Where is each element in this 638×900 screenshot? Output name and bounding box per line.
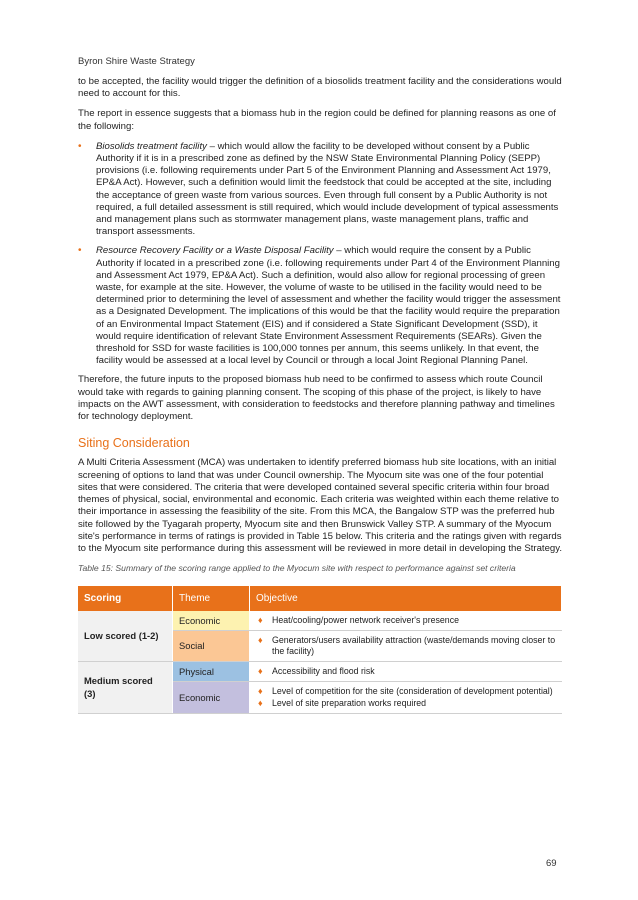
objective-item [256, 635, 556, 657]
page-number: 69 [546, 858, 557, 869]
page-content [78, 76, 562, 714]
bullet-term: Biosolids treatment facility [96, 140, 207, 152]
intro-paragraph-2: The report in essence suggests that a biomass hub in the region could be defined for planning reasons as one of the following: [78, 108, 556, 132]
theme-cell: Economic [173, 682, 250, 714]
objective-item [256, 698, 556, 709]
bullet-term: Resource Recovery Facility or a Waste Disposal Facility [96, 245, 334, 257]
score-cell: Low scored (1-2) [78, 611, 173, 662]
bullet-icon: • [78, 140, 82, 152]
bullet-icon: ♦ [258, 666, 263, 677]
header-objective: Objective [250, 586, 562, 611]
table-row [78, 611, 562, 631]
header-scoring: Scoring [78, 586, 173, 611]
objective-item [256, 666, 556, 677]
score-cell: Medium scored (3) [78, 662, 173, 714]
objective-item [256, 615, 556, 626]
scoring-table [78, 586, 562, 714]
section-heading: Siting Consideration [78, 436, 190, 451]
objective-cell [250, 611, 562, 631]
bullet-icon: ♦ [258, 635, 263, 646]
header-theme: Theme [173, 586, 250, 611]
running-header: Byron Shire Waste Strategy [78, 56, 195, 67]
table-caption: Table 15: Summary of the scoring range applied to the Myocum site with respect to performance against set criteria [78, 563, 516, 574]
objective-text: Accessibility and flood risk [272, 666, 375, 677]
bullet-text: – which would allow the facility to be developed without consent by a Public Authority if it is in a prescribed zone as defined by the NSW State Environmental Planning Policy (SEPP) provisions (i.e. following requirements under Part 5 of the Environment Planning and Assessment Act 1979, EP&A Act). However, such a definition would limit the feedstock that could be accepted at the site, including the acceptance of green waste from various sources. Even through full consent by a Public Authority is not required, a full detailed assessment is still required, which would include development of typical assessments and management plans such as stormwater management plans, waste management plans, traffic and transport assessments. [96, 140, 559, 238]
objective-cell [250, 662, 562, 682]
bullet-icon: • [78, 245, 82, 257]
bullet-icon: ♦ [258, 615, 263, 626]
table-row [78, 662, 562, 682]
list-item [78, 245, 562, 367]
list-item [78, 141, 562, 239]
objective-text: Level of competition for the site (consideration of development potential) [272, 686, 553, 697]
objective-item [256, 686, 556, 697]
objective-text: Generators/users availability attraction (waste/demands moving closer to the facility) [272, 635, 556, 657]
objective-cell [250, 682, 562, 714]
theme-cell: Physical [173, 662, 250, 682]
objective-text: Heat/cooling/power network receiver's presence [272, 615, 459, 626]
closing-paragraph: Therefore, the future inputs to the proposed biomass hub need to be confirmed to assess which route Council would take with regards to gaining planning consent. The scoping of this phase of the project, is likely to have impacts on the AWT assessment, with consideration to feedstocks and therefore planning pathway and timelines for technology deployment. [78, 374, 555, 423]
table-header-row [78, 586, 562, 611]
bullet-text: – which would require the consent by a Public Authority if located in a prescribed zone (i.e. following requirements under Part 4 of the Environment Planning and Assessment Act 1979, EP&A Act). Such a definition, would also allow for regional processing of green waste, for example at the site. However, the volume of waste to be utilised in the facility would need to be determined prior to determining the level of assessment and whether the facility would trigger the assessment as a Designated Development. The implications of this would be that the facility would require the preparation of an Environmental Impact Statement (EIS) and if considered a State Significant Development (SSD), it would require identification of relevant State Environment Assessment Requirements (SEARs). Given the threshold for SSD for waste facilities is 100,000 tonnes per annum, this seems unlikely. In that event, the facility would be assessed at a local level by Council or through a local Joint Regional Planning Panel. [96, 245, 561, 367]
theme-cell: Economic [173, 611, 250, 631]
section-body: A Multi Criteria Assessment (MCA) was undertaken to identify preferred biomass hub site locations, with an initial screening of options to land that was under Council ownership. The Myocum site was one of the four potential sites that were considered. The criteria that were developed contained several specific criteria within four broad themes of physical, social, environmental and economic. Each criteria was weighted within each theme relative to their importance in assessing the feasibility of the site. From this MCA, the Bangalow STP was the preferred hub site followed by the Tyagarah property, Myocum site and then Brunswick Valley STP. A summary of the Myocum site's performance in terms of ratings is provided in Table 15 below. This criteria and the ratings given with regards to the Myocum site performance during this assessment will be reviewed in more detail in developing the Strategy. [78, 457, 563, 554]
objective-text: Level of site preparation works required [272, 698, 427, 709]
intro-paragraph-1: to be accepted, the facility would trigger the definition of a biosolids treatment facility and the considerations would need to account for this. [78, 76, 562, 100]
theme-cell: Social [173, 631, 250, 662]
objective-cell [250, 631, 562, 662]
planning-options-list [78, 141, 562, 368]
bullet-icon: ♦ [258, 698, 263, 709]
bullet-icon: ♦ [258, 686, 263, 697]
